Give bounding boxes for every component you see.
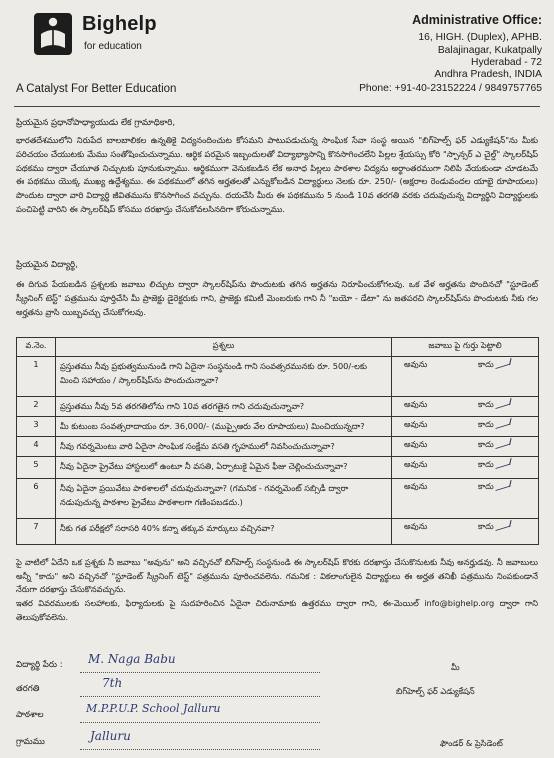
row-number: 3 bbox=[17, 417, 56, 437]
yes-option[interactable]: అవును bbox=[404, 481, 428, 491]
office-line: Hyderabad - 72 bbox=[471, 56, 542, 68]
no-option[interactable] bbox=[478, 399, 510, 411]
answer-cell bbox=[392, 397, 539, 417]
class-label: తరగతి bbox=[16, 684, 40, 694]
village-line bbox=[80, 749, 320, 750]
row-number: 4 bbox=[17, 437, 56, 457]
no-option[interactable] bbox=[478, 481, 510, 493]
row-number: 5 bbox=[17, 457, 56, 479]
row-question: నీవు ఏదైనా ప్రైవేటు హాస్టలులో ఉంటూ నీ వసతి, ఏర్పాటుకై ఏమైన ఫీజు చెల్లించుచున్నావా? bbox=[56, 457, 392, 479]
brand-name: Bighelp bbox=[82, 13, 157, 35]
office-line: 16, HIGH. (Duplex), APHB. bbox=[418, 32, 542, 44]
village-value[interactable]: Jalluru bbox=[90, 729, 131, 743]
answer-cell bbox=[392, 457, 539, 479]
school-value[interactable]: M.P.P.U.P. School Jalluru bbox=[86, 702, 221, 715]
office-phone: Phone: +91-40-23152224 / 9849757765 bbox=[359, 83, 542, 95]
table-row bbox=[17, 397, 539, 417]
check-mark-icon bbox=[495, 358, 511, 369]
no-option-label: కాదు bbox=[478, 459, 494, 469]
yes-option[interactable]: అవును bbox=[404, 459, 428, 469]
check-mark-icon bbox=[495, 438, 511, 449]
student-name-value[interactable]: M. Naga Babu bbox=[88, 652, 176, 666]
yes-option[interactable]: అవును bbox=[404, 419, 428, 429]
salutation-student: ప్రియమైన విద్యార్థి, bbox=[16, 260, 78, 270]
row-number: 7 bbox=[17, 519, 56, 545]
student-name-line bbox=[80, 672, 320, 673]
no-option-label: కాదు bbox=[478, 359, 494, 369]
no-option[interactable] bbox=[478, 419, 510, 431]
answer-cell bbox=[392, 357, 539, 397]
yes-option[interactable]: అవును bbox=[404, 359, 428, 369]
row-question: ప్రస్తుతము నీవు 5వ తరగతిలోను గాని 10వ తరగతైన గాని చదువుచున్నావా? bbox=[56, 397, 392, 417]
no-option-label: కాదు bbox=[478, 399, 494, 409]
signature-org: బిగ్‌హెల్ప్ ఫర్ ఎడ్యుకేషన్ bbox=[396, 686, 475, 696]
intro-paragraph: భారతదేశములోని నిరుపేద బాలబాలికల ఉన్నతికై విద్యనందించుట కోసమని పాటుపడుచున్న సాంఘిక సేవా సంస్థ అయిన "బిగ్‌హెల్ప్ ఫర్ ఎడ్యుకేషన్"ను మీకు పరిచయం చేయుటకు మేము సంతోషించుచున్నాము. ఆర్థిక పరమైన ఇబ్బందులతో విద్యాభ్యాసాన్ని కొనసాగించలేని పిల్లల శ్రేయస్సు కోరి "స్పాన్సర్ ఎ చైల్డ్" స్కాలర్‌షిప్ పథకము ద్వారా చేయూత నిచ్చుటకు పూనుకున్నాము. ఆర్థికముగా వెనుకబడిన లేక అనాధ పిల్లలు పాఠశాల విద్యను అర్థాంతరముగా నిలిపి వేయకుండా చూడటమే ఈ పథకము యొక్క ముఖ్య ఉద్దేశ్యము. ఈ పథకములో తగిన అర్హతలతో ఎన్నుకోబడిన విద్యార్థులు నెలకు రూ. 250/- (అక్షరాల రెండువందల యాభై రూపాయలు) పొందుట ద్వారా వారి విద్యార్థి జీవితమును కొనసాగించ వచ్చును. దయచేసి మీరు ఈ పథకమును 5 నుండి 10వ తరగతి వరకు చదువుచున్న విద్యార్థిని విద్యార్థులకు పంచిపెట్టి వారిని ఈ స్కాలర్‌షిప్ కోసము దరఖాస్తు చేసుకోవలసినదిగా కోరుచున్నాము. bbox=[16, 135, 538, 214]
signature-title: ఫౌండర్ & ప్రెసిడెంట్ bbox=[440, 738, 503, 748]
answer-cell bbox=[392, 417, 539, 437]
row-question: నీవు ఏదైనా ప్రయివేటు పాఠశాలలో చదువుచున్నావా? (గమనిక - గవర్నమెంట్ సబ్సిడీ ద్వారా నడుపుచున్న పాఠశాల ప్రైవేటు పాఠశాలగా గణింపబడదు.) bbox=[56, 479, 392, 519]
eligibility-table bbox=[16, 337, 539, 545]
table-row bbox=[17, 417, 539, 437]
row-question: మీ కుటుంబ సంవత్సరాదాయం రూ. 36,000/- (ముప్పైఆరు వేల రూపాయలు) మించియున్నదా? bbox=[56, 417, 392, 437]
school-line bbox=[80, 722, 320, 723]
row-number: 1 bbox=[17, 357, 56, 397]
table-row bbox=[17, 457, 539, 479]
check-mark-icon bbox=[495, 418, 511, 429]
col-serial-header: వ.నెం. bbox=[17, 338, 56, 357]
header-divider bbox=[14, 106, 540, 107]
no-option[interactable] bbox=[478, 439, 510, 451]
school-label: పాఠశాల bbox=[16, 710, 44, 720]
yes-option[interactable]: అవును bbox=[404, 439, 428, 449]
no-option-label: కాదు bbox=[478, 439, 494, 449]
check-mark-icon bbox=[495, 480, 511, 491]
table-row bbox=[17, 357, 539, 397]
answer-cell bbox=[392, 519, 539, 545]
no-option-label: కాదు bbox=[478, 481, 494, 491]
row-question: నీకు గత పరీక్షలో సరాసరి 40% కన్నా తక్కువ మార్కులు వచ్చినవా? bbox=[56, 519, 392, 545]
no-option[interactable] bbox=[478, 459, 510, 471]
row-question: నీవు గవర్నమెంటు వారి ఏదైనా సాంఘిక సంక్షేమ వసతి గృహములో నివసించుచున్నావా? bbox=[56, 437, 392, 457]
yes-option[interactable]: అవును bbox=[404, 399, 428, 409]
check-mark-icon bbox=[495, 458, 511, 469]
instructions-paragraph: పై వాటిలో ఏదేని ఒక ప్రశ్నకు నీ జవాబు "అవును" అని వచ్చినచో బిగ్‌హెల్ప్ సంస్థనుండి ఈ స్కాలర్‌షిప్ కొరకు దరఖాస్తు చేసుకొనుటకు నీవు అనర్హుడవు. నీ జవాబులు అన్నీ "కాదు" అని వచ్చినచో "స్టూడెంట్ స్క్రీనింగ్ టెస్ట్" పత్రమును పూరించవలెను. గమనిక : వికలాంగులైన విద్యార్థులు ఈ అర్హత తనిఖీ పత్రమును నింపకుండానే నేరుగా దరఖాస్తు చేసుకొనవచ్చును. bbox=[16, 557, 538, 595]
student-name-label: విద్యార్థి పేరు : bbox=[16, 660, 63, 670]
check-mark-icon bbox=[495, 398, 511, 409]
office-address bbox=[312, 14, 542, 96]
no-option[interactable] bbox=[478, 521, 510, 533]
student-paragraph: ఈ దిగువ పేయబడిన ప్రశ్నలకు జవాబు లిచ్చుట ద్వారా స్కాలర్‌షిప్‌ను పొందుటకు తగిన అర్హతను నిరూపించుకోగలవు. ఒక వేళ అర్హతను పొందినచో "స్టూడెంట్ స్క్రీనింగ్ టెస్ట్" పత్రమును పూర్తిచేసి మీ ప్రాజెక్టు డైరెక్టరుకు గాని, ప్రాజెక్టు కమిటీ మెంబరుకు గాని నీ "బయో - డేటా" ను జతపరచి స్కాలర్‌షిప్‌ను పొందుటకు నీకు గల అర్హతను వ్రాసి యిబ్బవచ్చు చేసుకోగలవు. bbox=[16, 279, 538, 317]
row-question: ప్రస్తుతము నీవు ప్రభుత్వమునుండి గాని ఏదైనా సంస్థనుండి గాని సంవత్సరమునకు రూ. 500/-లకు మించి సహాయం / స్కాలర్‌షిప్‌ను పొందుచున్నావా? bbox=[56, 357, 392, 397]
check-mark-icon bbox=[495, 520, 511, 531]
class-value[interactable]: 7th bbox=[102, 676, 123, 690]
yes-option[interactable]: అవును bbox=[404, 521, 428, 531]
office-title: Administrative Office: bbox=[412, 13, 542, 27]
bighelp-logo-icon bbox=[33, 12, 73, 56]
answer-cell bbox=[392, 437, 539, 457]
office-line: Andhra Pradesh, INDIA bbox=[434, 69, 542, 81]
tagline: A Catalyst For Better Education bbox=[16, 83, 177, 95]
signature-mee: మీ bbox=[451, 662, 460, 672]
no-option-label: కాదు bbox=[478, 419, 494, 429]
col-question-header: ప్రశ్నలు bbox=[56, 338, 392, 357]
table-row bbox=[17, 437, 539, 457]
village-label: గ్రామము bbox=[16, 737, 45, 747]
brand-subtitle: for education bbox=[84, 41, 142, 52]
row-number: 2 bbox=[17, 397, 56, 417]
no-option-label: కాదు bbox=[478, 521, 494, 531]
row-number: 6 bbox=[17, 479, 56, 519]
class-line bbox=[80, 696, 320, 697]
col-answer-header: జవాబు పై గుర్తు పెట్టాలి bbox=[392, 338, 539, 357]
contact-paragraph: ఇతర వివరములకు సలహాలకు, ఫిర్యాదులకు పై సుదహరించిన ఏదైనా చిరునామాకు ఉత్తరము ద్వారా గాని, ఈ-మెయిల్ info@bighelp.org ద్వారా గాని తెలుపుకోవలెను. bbox=[16, 598, 538, 622]
no-option[interactable] bbox=[478, 359, 510, 371]
office-line: Balajinagar, Kukatpally bbox=[437, 44, 542, 56]
table-row bbox=[17, 519, 539, 545]
table-row bbox=[17, 479, 539, 519]
salutation-headmaster: ప్రియమైన ప్రధానోపాధ్యాయుడు లేక గ్రామాధికారి, bbox=[16, 118, 176, 128]
answer-cell bbox=[392, 479, 539, 519]
